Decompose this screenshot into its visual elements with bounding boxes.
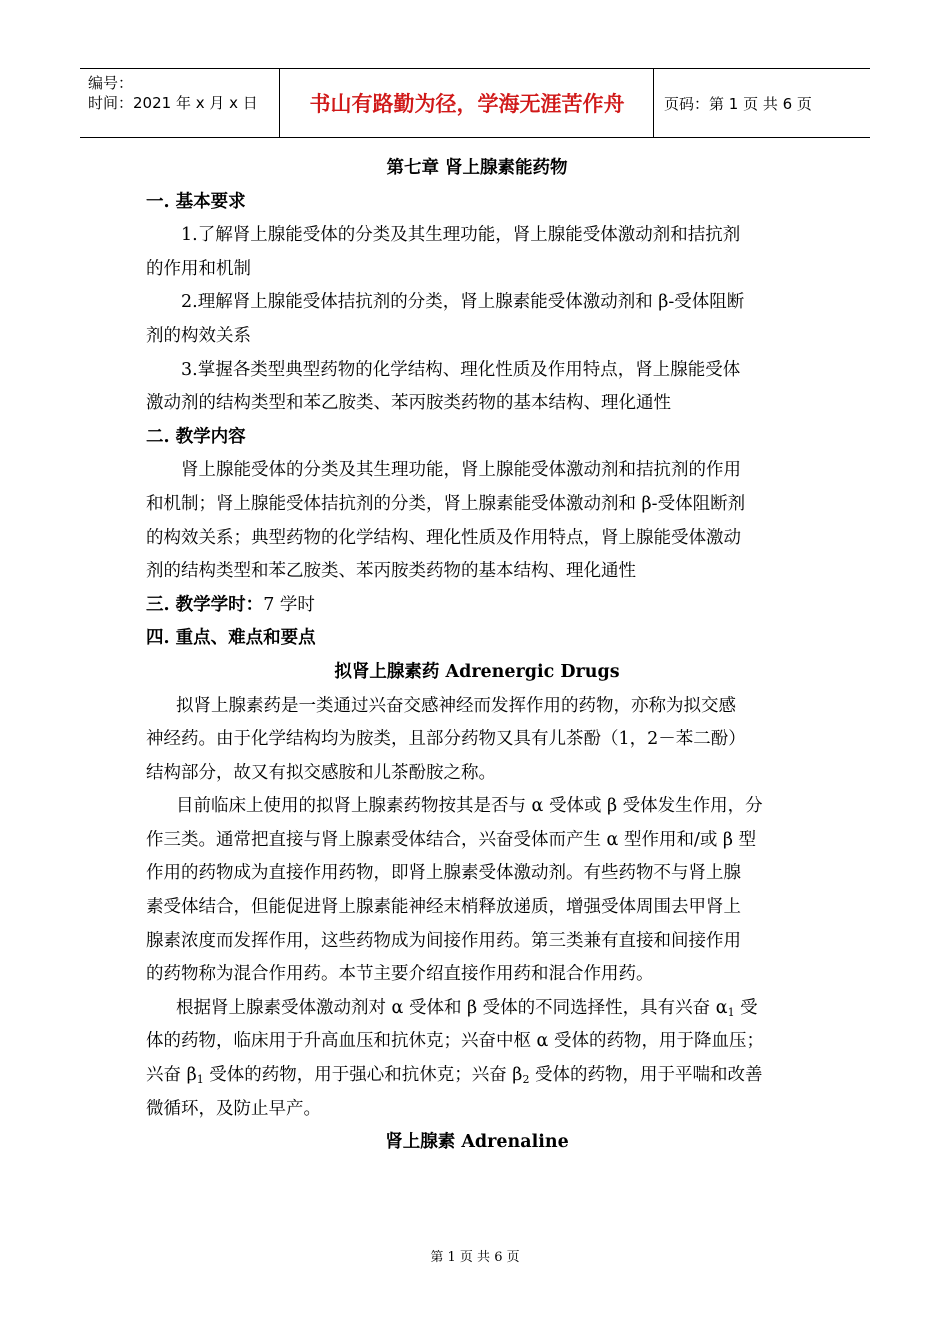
text-line: 1.了解肾上腺能受体的分类及其生理功能，肾上腺能受体激动剂和拮抗剂 — [181, 225, 741, 246]
motto: 书山有路勤为径，学海无涯苦作舟 — [281, 69, 654, 137]
text-line: 的构效关系；典型药物的化学结构、理化性质及作用特点，肾上腺能受体激动 — [146, 527, 741, 548]
text-line: 剂的构效关系 — [146, 325, 251, 346]
section-heading-2: 二. 教学内容 — [146, 426, 246, 447]
header-meta-cell — [80, 69, 280, 137]
text-line: 和机制；肾上腺能受体拮抗剂的分类，肾上腺素能受体激动剂和 β-受体阻断剂 — [146, 493, 746, 514]
text-line: 剂的结构类型和苯乙胺类、苯丙胺类药物的基本结构、理化通性 — [146, 561, 636, 582]
document-body — [146, 152, 808, 1160]
text-line: 拟肾上腺素药是一类通过兴奋交感神经而发挥作用的药物，亦称为拟交感 — [176, 695, 736, 716]
text-run: 根据肾上腺素受体激动剂对 α 受体和 β 受体的不同选择性，具有兴奋 α — [176, 997, 728, 1018]
text-line: 2.理解肾上腺能受体拮抗剂的分类，肾上腺素能受体激动剂和 β-受体阻断 — [181, 292, 745, 313]
text-line: 微循环，及防止早产。 — [146, 1098, 321, 1119]
text-line: 目前临床上使用的拟肾上腺素药物按其是否与 α 受体或 β 受体发生作用，分 — [176, 796, 763, 817]
text-line: 的药物称为混合作用药。本节主要介绍直接作用药和混合作用药。 — [146, 964, 654, 985]
text-line: 激动剂的结构类型和苯乙胺类、苯丙胺类药物的基本结构、理化通性 — [146, 393, 671, 414]
text-line: 体的药物，临床用于升高血压和抗休克；兴奋中枢 α 受体的药物，用于降血压； — [146, 1031, 764, 1052]
text-line: 作三类。通常把直接与肾上腺素受体结合，兴奋受体而产生 α 型作用和/或 β 型 — [146, 829, 757, 850]
teaching-hours: 7 学时 — [263, 594, 315, 615]
number-label: 编号： — [88, 74, 134, 92]
date-label: 时间：2021 年 x 月 x 日 — [88, 94, 258, 112]
page-footer: 第 1 页 共 6 页 — [430, 1250, 520, 1265]
text-line — [146, 992, 808, 1026]
subsection-title: 拟肾上腺素药 Adrenergic Drugs — [334, 661, 620, 682]
section-3-line — [146, 589, 808, 623]
section-heading-1: 一. 基本要求 — [146, 191, 246, 212]
text-line: 的作用和机制 — [146, 258, 251, 279]
text-line: 腺素浓度而发挥作用，这些药物成为间接作用药。第三类兼有直接和间接作用 — [146, 930, 741, 951]
subscript: 1 — [196, 1073, 204, 1087]
subscript: 1 — [727, 1005, 735, 1019]
text-line: 作用的药物成为直接作用药物，即肾上腺素受体激动剂。有些药物不与肾上腺 — [146, 863, 741, 884]
text-line: 结构部分，故又有拟交感胺和儿茶酚胺之称。 — [146, 762, 496, 783]
text-line: 肾上腺能受体的分类及其生理功能，肾上腺能受体激动剂和拮抗剂的作用 — [181, 460, 741, 481]
page-info: 页码：第 1 页 共 6 页 — [664, 94, 812, 113]
drug-title: 肾上腺素 Adrenaline — [385, 1132, 569, 1153]
text-line: 素受体结合，但能促进肾上腺素能神经末梢释放递质，增强受体周围去甲肾上 — [146, 897, 741, 918]
header-table — [80, 68, 870, 138]
text-run: 兴奋 β — [146, 1065, 197, 1086]
text-line: 3.掌握各类型典型药物的化学结构、理化性质及作用特点，肾上腺能受体 — [181, 359, 741, 380]
text-run: 受体的药物，用于强心和抗休克；兴奋 β — [203, 1065, 523, 1086]
subscript: 2 — [522, 1073, 530, 1087]
section-heading-3: 三. 教学学时： — [146, 594, 264, 615]
section-heading-4: 四. 重点、难点和要点 — [146, 628, 316, 649]
chapter-title: 第七章 肾上腺素能药物 — [386, 158, 568, 178]
text-line: 神经药。由于化学结构均为胺类，且部分药物又具有儿茶酚（1，2－苯二酚） — [146, 729, 746, 750]
text-line — [146, 1059, 808, 1093]
text-run: 受体的药物，用于平喘和改善 — [529, 1065, 763, 1086]
text-run: 受 — [734, 997, 758, 1018]
